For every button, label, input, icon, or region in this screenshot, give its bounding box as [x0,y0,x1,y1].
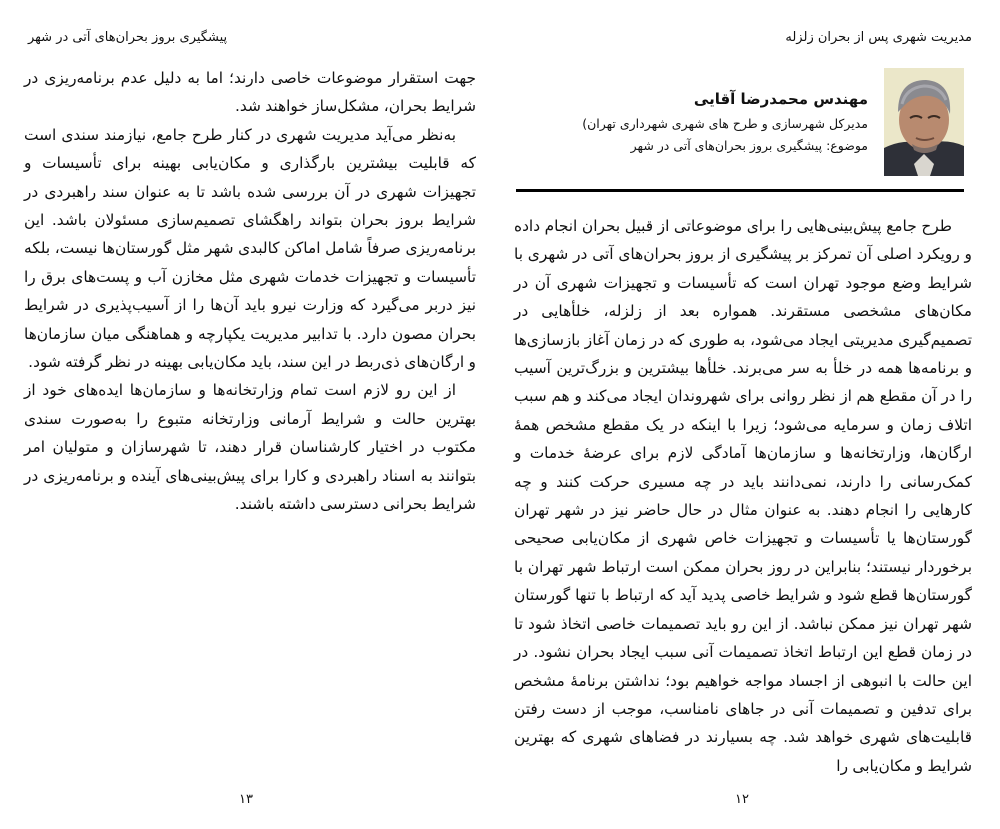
left-running-head: پیشگیری بروز بحران‌های آتی در شهر [28,30,228,45]
author-name: مهندس محمدرضا آقایی [693,90,868,108]
left-paragraph-3: از این رو لازم است تمام وزارتخانه‌ها و سازمان‌ها ایده‌های خود از بهترین حالت و شرایط آرمانی وزارتخانه متبوع را به‌صورت سندی مکتوب در اختیار کارشناسان قرار دهند، تا شهرسازان و متولیان امر بتوانند به اسناد راهبردی و کارا برای پیش‌بینی‌های آینده و برنامه‌ریزی در شرایط بحرانی دسترسی داشته باشند. [24,381,476,514]
right-page [500,0,1000,829]
right-paragraph-1: طرح جامع پیش‌بینی‌هایی را برای موضوعاتی از قبیل بحران انجام داده و رویکرد اصلی آن تمرکز بر پیشگیری از بروز بحران‌های آتی در شهری با شرایط وضع موجود تهران است که تأسیسات و تجهیزات شهری آن در مکان‌های مشخصی مستقرند. همواره بعد از زلزله، خلأهایی در تصمیم‌گیری مدیریتی ایجاد می‌شود، به طوری که در زمان آغاز بازسازی‌ها و برنامه‌ها همه در خلأ به سر می‌برند. خلأها بیشترین و بزرگ‌ترین آسیب را در آن مقطع هم از نظر روانی برای شهروندان ایجاد می‌کند و هم سبب اتلاف زمان و سرمایه می‌شود؛ زیرا با اینکه در یک مقطع مشخص همهٔ ارگان‌ها، وزارتخانه‌ها و سازمان‌ها آمادگی لازم برای عرضهٔ خدمات و کمک‌رسانی را دارند، نمی‌دانند باید در چه مسیری حرکت کنند و چه کارهایی را انجام دهند. به عنوان مثال در حال حاضر نیز در شهر تهران گورستان‌ها یا تأسیسات و تجهیزات خاص شهری از مکان‌یابی صحیحی برخوردار نیستند؛ بنابراین در روز بحران ممکن است ارتباط شهر تهران با گورستان‌ها قطع شود و شرایط خاصی پدید آید که ارتباط با تنها گورستان شهر تهران نیز ممکن نباشد. از این رو باید تصمیمات خاصی اتخاذ شود تا در زمان قطع این ارتباط اتخاذ تصمیمات آنی سبب ایجاد بحران نشود. در این حالت با انبوهی از اجساد مواجه خواهیم بود؛ نداشتن برنامهٔ مشخص برای تدفین و تصمیمات آنی در جاهای نامناسب، موجب از دست رفتن قابلیت‌های شهری خواهد شد. چه بسیارند در فضاهای شهری که بهترین شرایط و مکان‌یابی را [514,217,972,775]
left-body-text [24,64,476,519]
left-page-number: ۱۳ [239,792,253,807]
header-divider [516,189,964,192]
author-block [518,68,964,184]
right-running-head: مدیریت شهری پس از بحران زلزله [785,30,972,45]
author-info [582,90,868,157]
left-paragraph-2: به‌نظر می‌آید مدیریت شهری در کنار طرح جامع، نیازمند سندی است که قابلیت بیشترین بارگذاری و مکان‌یابی بهینه برای تأسیسات و تجهیزات شهری در آن بررسی شده باشد تا به عنوان سند راهبردی در شرایط بروز بحران بتواند راهگشای تصمیم‌سازی مسئولان باشد. این برنامه‌ریزی صرفاً شامل اماکن کالبدی شهر مثل گورستان‌ها نیست، بلکه تأسیسات و تجهیزات خدمات شهری مثل مخازن آب و پست‌های برق را نیز دربر می‌گیرد که وزارت نیرو باید آن‌ها را از آسیب‌پذیری در شرایط بحران مصون دارد. با تدابیر مدیریت یکپارچه و هماهنگی میان سازمان‌ها و ارگان‌های ذی‌ربط در این سند، باید مکان‌یابی بهینه در نظر گرفته شود. [24,125,476,372]
left-paragraph-1: جهت استقرار موضوعات خاصی دارند؛ اما به دلیل عدم برنامه‌ریزی در شرایط بحران، مشکل‌ساز خواهند شد. [24,69,476,116]
article-topic: موضوع: پیشگیری بروز بحران‌های آتی در شهر [630,138,868,153]
author-portrait-icon [884,68,964,176]
right-body-text [514,212,972,780]
author-portrait-svg [884,68,964,176]
author-position: مدیرکل شهرسازی و طرح های شهری شهرداری تهران) [582,116,868,131]
right-page-number: ۱۲ [735,792,749,807]
